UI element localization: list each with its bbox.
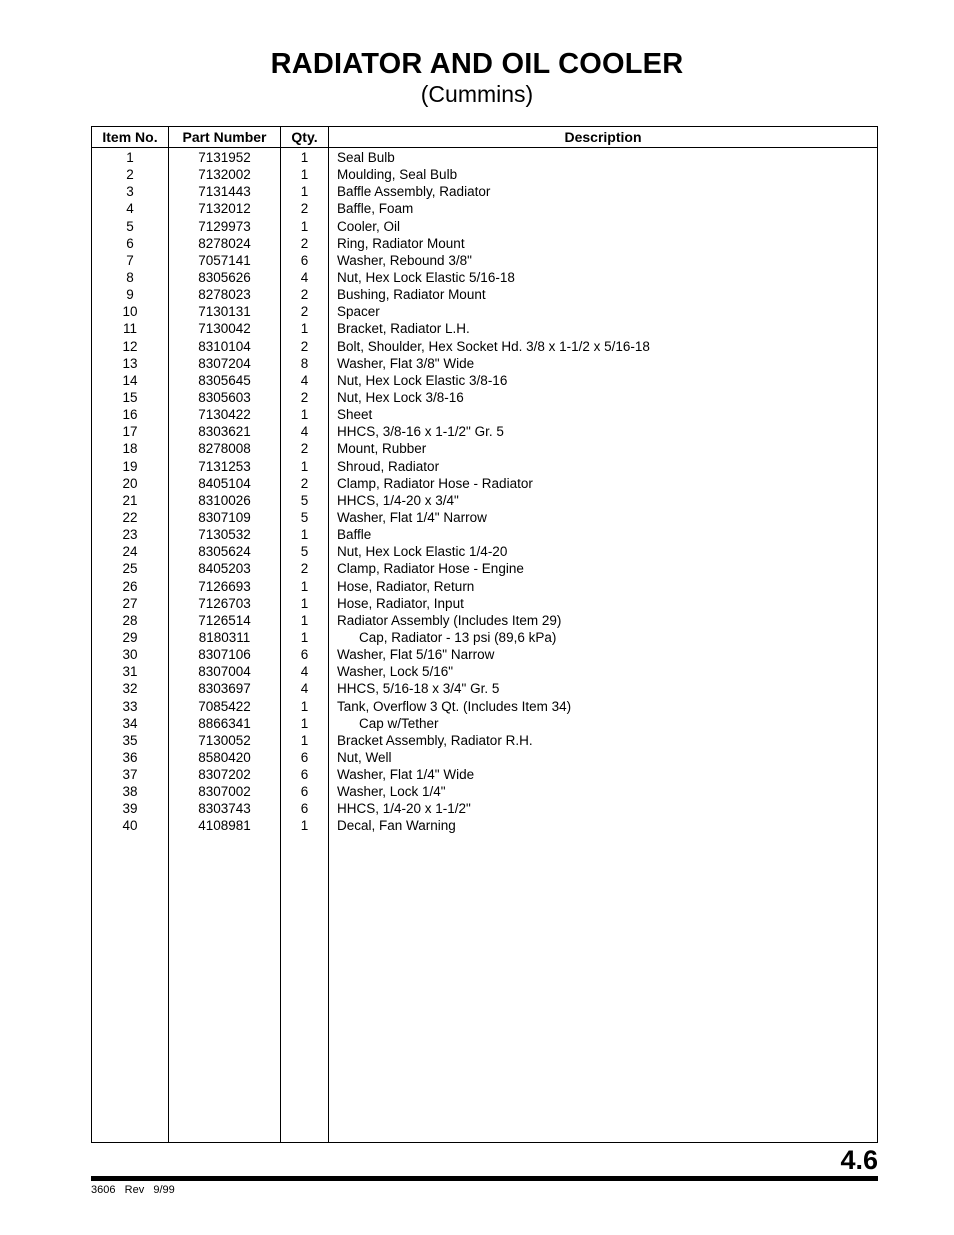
part-number-cell: 8580420	[198, 749, 251, 765]
quantity-cell: 1	[300, 698, 309, 714]
table-row	[92, 286, 877, 303]
quantity-cell: 1	[300, 595, 309, 611]
part-number-cell: 8307109	[198, 509, 251, 525]
quantity-cell: 1	[300, 578, 309, 594]
quantity-cell: 6	[300, 784, 309, 800]
item-number-cell: 20	[122, 475, 138, 491]
quantity-cell: 2	[300, 389, 309, 405]
quantity-cell: 2	[300, 475, 309, 491]
part-number-cell: 8305603	[198, 389, 251, 405]
table-row	[92, 629, 877, 646]
quantity-cell: 8	[300, 355, 309, 371]
description-cell: HHCS, 1/4-20 x 1-1/2"	[337, 801, 471, 817]
item-number-cell: 11	[122, 321, 137, 337]
part-number-cell: 7130042	[198, 321, 251, 337]
quantity-cell: 6	[300, 647, 309, 663]
item-number-cell: 24	[122, 544, 138, 560]
part-number-cell: 7130532	[198, 527, 251, 543]
table-row	[92, 320, 877, 337]
item-number-cell: 21	[122, 492, 138, 508]
description-cell: Clamp, Radiator Hose - Engine	[337, 561, 524, 577]
part-number-cell: 7131253	[198, 458, 251, 474]
part-number-cell: 8303621	[198, 424, 251, 440]
description-cell: Baffle	[337, 527, 372, 543]
quantity-cell: 1	[300, 150, 309, 165]
quantity-cell: 2	[300, 561, 309, 577]
quantity-cell: 6	[300, 749, 309, 765]
table-row	[92, 543, 877, 560]
table-row	[92, 406, 877, 423]
quantity-cell: 4	[300, 424, 309, 440]
description-cell: Nut, Hex Lock Elastic 3/8-16	[337, 372, 508, 388]
table-row	[92, 166, 877, 183]
table-row	[92, 269, 877, 286]
quantity-cell: 5	[300, 492, 309, 508]
part-number-cell: 7126703	[198, 595, 251, 611]
part-number-cell: 7132002	[198, 167, 251, 183]
table-row	[92, 560, 877, 577]
part-number-cell: 8307004	[198, 664, 251, 680]
description-cell: Washer, Rebound 3/8"	[337, 252, 472, 268]
part-number-cell: 8278008	[198, 441, 251, 457]
description-cell: Hose, Radiator, Input	[337, 595, 464, 611]
item-number-cell: 3	[126, 184, 134, 200]
description-cell: Washer, Lock 5/16"	[337, 664, 454, 680]
table-row	[92, 732, 877, 749]
description-cell: Nut, Hex Lock 3/8-16	[337, 389, 464, 405]
quantity-cell: 1	[300, 629, 309, 645]
table-row	[92, 303, 877, 320]
part-number-cell: 4108981	[198, 818, 251, 834]
footer-rule	[91, 1176, 878, 1181]
header-qty: Qty.	[291, 129, 318, 145]
description-cell: Washer, Lock 1/4"	[337, 784, 446, 800]
description-cell: Baffle Assembly, Radiator	[337, 184, 491, 200]
table-row	[92, 800, 877, 817]
item-number-cell: 31	[122, 664, 138, 680]
table-row	[92, 526, 877, 543]
table-row	[92, 149, 877, 166]
description-cell: Baffle, Foam	[337, 201, 414, 217]
part-number-cell: 7129973	[198, 218, 251, 234]
table-row	[92, 578, 877, 595]
description-cell: Seal Bulb	[337, 150, 395, 165]
part-number-cell: 8307202	[198, 767, 251, 783]
table-row	[92, 252, 877, 269]
table-row	[92, 817, 877, 834]
item-number-cell: 9	[126, 287, 134, 303]
description-cell: Ring, Radiator Mount	[337, 235, 465, 251]
part-number-cell: 7130052	[198, 732, 251, 748]
table-row	[92, 183, 877, 200]
item-number-cell: 4	[126, 201, 134, 217]
item-number-cell: 16	[122, 407, 138, 423]
description-cell: Mount, Rubber	[337, 441, 427, 457]
description-cell: Shroud, Radiator	[337, 458, 440, 474]
item-number-cell: 8	[126, 269, 134, 285]
table-row	[92, 423, 877, 440]
quantity-cell: 1	[300, 407, 309, 423]
description-cell: Sheet	[337, 407, 373, 423]
header-item-no: Item No.	[102, 129, 158, 145]
item-number-cell: 38	[122, 784, 138, 800]
description-cell: Washer, Flat 5/16" Narrow	[337, 647, 495, 663]
description-cell: Moulding, Seal Bulb	[337, 167, 458, 183]
table-row	[92, 595, 877, 612]
part-number-cell: 8305626	[198, 269, 251, 285]
part-number-cell: 8866341	[198, 715, 251, 731]
table-row	[92, 338, 877, 355]
quantity-cell: 6	[300, 252, 309, 268]
part-number-cell: 7132012	[198, 201, 251, 217]
quantity-cell: 2	[300, 201, 309, 217]
quantity-cell: 1	[300, 612, 309, 628]
quantity-cell: 4	[300, 681, 309, 697]
quantity-cell: 1	[300, 218, 309, 234]
quantity-cell: 1	[300, 732, 309, 748]
table-row	[92, 698, 877, 715]
description-cell: Bolt, Shoulder, Hex Socket Hd. 3/8 x 1-1/2 x 5/16-18	[337, 338, 650, 354]
table-row	[92, 749, 877, 766]
parts-table	[91, 126, 878, 1143]
table-body	[92, 149, 877, 835]
item-number-cell: 32	[122, 681, 138, 697]
description-cell: Tank, Overflow 3 Qt. (Includes Item 34)	[337, 698, 572, 714]
item-number-cell: 6	[126, 235, 134, 251]
item-number-cell: 30	[122, 647, 138, 663]
description-cell: Decal, Fan Warning	[337, 818, 456, 834]
table-row	[92, 372, 877, 389]
quantity-cell: 1	[300, 818, 309, 834]
table-row	[92, 475, 877, 492]
part-number-cell: 7130131	[198, 304, 251, 320]
item-number-cell: 15	[122, 389, 138, 405]
part-number-cell: 8303697	[198, 681, 251, 697]
quantity-cell: 2	[300, 304, 309, 320]
quantity-cell: 4	[300, 664, 309, 680]
description-cell: Nut, Hex Lock Elastic 5/16-18	[337, 269, 515, 285]
part-number-cell: 8307002	[198, 784, 251, 800]
description-cell: Washer, Flat 1/4" Narrow	[337, 509, 487, 525]
part-number-cell: 8305645	[198, 372, 251, 388]
part-number-cell: 7126693	[198, 578, 251, 594]
description-cell: Bracket Assembly, Radiator R.H.	[337, 732, 533, 748]
part-number-cell: 8405104	[198, 475, 251, 491]
item-number-cell: 33	[122, 698, 138, 714]
header-part-number: Part Number	[182, 129, 267, 145]
quantity-cell: 6	[300, 801, 309, 817]
part-number-cell: 8278024	[198, 235, 251, 251]
part-number-cell: 7057141	[198, 252, 251, 268]
description-cell: Washer, Flat 3/8" Wide	[337, 355, 475, 371]
item-number-cell: 5	[126, 218, 134, 234]
table-row	[92, 715, 877, 732]
item-number-cell: 19	[122, 458, 138, 474]
quantity-cell: 2	[300, 235, 309, 251]
part-number-cell: 7131952	[198, 150, 251, 165]
item-number-cell: 13	[122, 355, 138, 371]
table-row	[92, 389, 877, 406]
item-number-cell: 34	[122, 715, 138, 731]
quantity-cell: 2	[300, 338, 309, 354]
item-number-cell: 18	[122, 441, 138, 457]
quantity-cell: 6	[300, 767, 309, 783]
table-row	[92, 663, 877, 680]
description-cell: Bushing, Radiator Mount	[337, 287, 486, 303]
item-number-cell: 37	[122, 767, 138, 783]
description-cell: Cap, Radiator - 13 psi (89,6 kPa)	[359, 629, 557, 645]
item-number-cell: 36	[122, 749, 138, 765]
item-number-cell: 39	[122, 801, 138, 817]
description-cell: HHCS, 1/4-20 x 3/4"	[337, 492, 459, 508]
table-row	[92, 355, 877, 372]
table-row	[92, 492, 877, 509]
item-number-cell: 29	[122, 629, 138, 645]
description-cell: Spacer	[337, 304, 380, 320]
part-number-cell: 7085422	[198, 698, 251, 714]
table-row	[92, 646, 877, 663]
quantity-cell: 2	[300, 287, 309, 303]
item-number-cell: 1	[126, 150, 134, 165]
quantity-cell: 4	[300, 372, 309, 388]
item-number-cell: 40	[122, 818, 138, 834]
quantity-cell: 1	[300, 715, 309, 731]
description-cell: Clamp, Radiator Hose - Radiator	[337, 475, 533, 491]
item-number-cell: 26	[122, 578, 138, 594]
quantity-cell: 1	[300, 184, 309, 200]
page-number: 4.6	[840, 1145, 878, 1175]
quantity-cell: 1	[300, 321, 309, 337]
table-row	[92, 680, 877, 697]
description-cell: Nut, Hex Lock Elastic 1/4-20	[337, 544, 508, 560]
quantity-cell: 5	[300, 509, 309, 525]
item-number-cell: 25	[122, 561, 138, 577]
part-number-cell: 7130422	[198, 407, 251, 423]
description-cell: Hose, Radiator, Return	[337, 578, 475, 594]
item-number-cell: 10	[122, 304, 138, 320]
description-cell: Cap w/Tether	[359, 715, 439, 731]
table-row	[92, 200, 877, 217]
item-number-cell: 22	[122, 509, 138, 525]
table-row	[92, 458, 877, 475]
part-number-cell: 8310026	[198, 492, 251, 508]
part-number-cell: 8180311	[198, 629, 251, 645]
item-number-cell: 12	[122, 338, 138, 354]
description-cell: Washer, Flat 1/4" Wide	[337, 767, 475, 783]
quantity-cell: 1	[300, 527, 309, 543]
item-number-cell: 14	[122, 372, 138, 388]
quantity-cell: 2	[300, 441, 309, 457]
part-number-cell: 7126514	[198, 612, 251, 628]
page-title: RADIATOR AND OIL COOLER	[270, 48, 684, 80]
table-row	[92, 783, 877, 800]
table-row	[92, 612, 877, 629]
item-number-cell: 35	[122, 732, 138, 748]
item-number-cell: 17	[122, 424, 138, 440]
description-cell: Cooler, Oil	[337, 218, 401, 234]
description-cell: Bracket, Radiator L.H.	[337, 321, 470, 337]
header-rule	[92, 147, 877, 148]
description-cell: Radiator Assembly (Includes Item 29)	[337, 612, 562, 628]
description-cell: HHCS, 3/8-16 x 1-1/2" Gr. 5	[337, 424, 504, 440]
part-number-cell: 8278023	[198, 287, 251, 303]
item-number-cell: 27	[122, 595, 138, 611]
header-description: Description	[564, 129, 642, 145]
description-cell: HHCS, 5/16-18 x 3/4" Gr. 5	[337, 681, 500, 697]
table-row	[92, 218, 877, 235]
description-cell: Nut, Well	[337, 749, 392, 765]
part-number-cell: 7131443	[198, 184, 251, 200]
part-number-cell: 8405203	[198, 561, 251, 577]
table-row	[92, 235, 877, 252]
quantity-cell: 5	[300, 544, 309, 560]
item-number-cell: 2	[126, 167, 134, 183]
item-number-cell: 7	[126, 252, 134, 268]
part-number-cell: 8310104	[198, 338, 251, 354]
item-number-cell: 28	[122, 612, 138, 628]
footer-revision: 3606 Rev 9/99	[91, 1184, 175, 1196]
quantity-cell: 4	[300, 269, 309, 285]
table-row	[92, 509, 877, 526]
part-number-cell: 8307204	[198, 355, 251, 371]
item-number-cell: 23	[122, 527, 138, 543]
page-subtitle: (Cummins)	[420, 81, 534, 107]
part-number-cell: 8307106	[198, 647, 251, 663]
quantity-cell: 1	[300, 167, 309, 183]
table-row	[92, 440, 877, 457]
part-number-cell: 8305624	[198, 544, 251, 560]
table-row	[92, 766, 877, 783]
part-number-cell: 8303743	[198, 801, 251, 817]
quantity-cell: 1	[300, 458, 309, 474]
